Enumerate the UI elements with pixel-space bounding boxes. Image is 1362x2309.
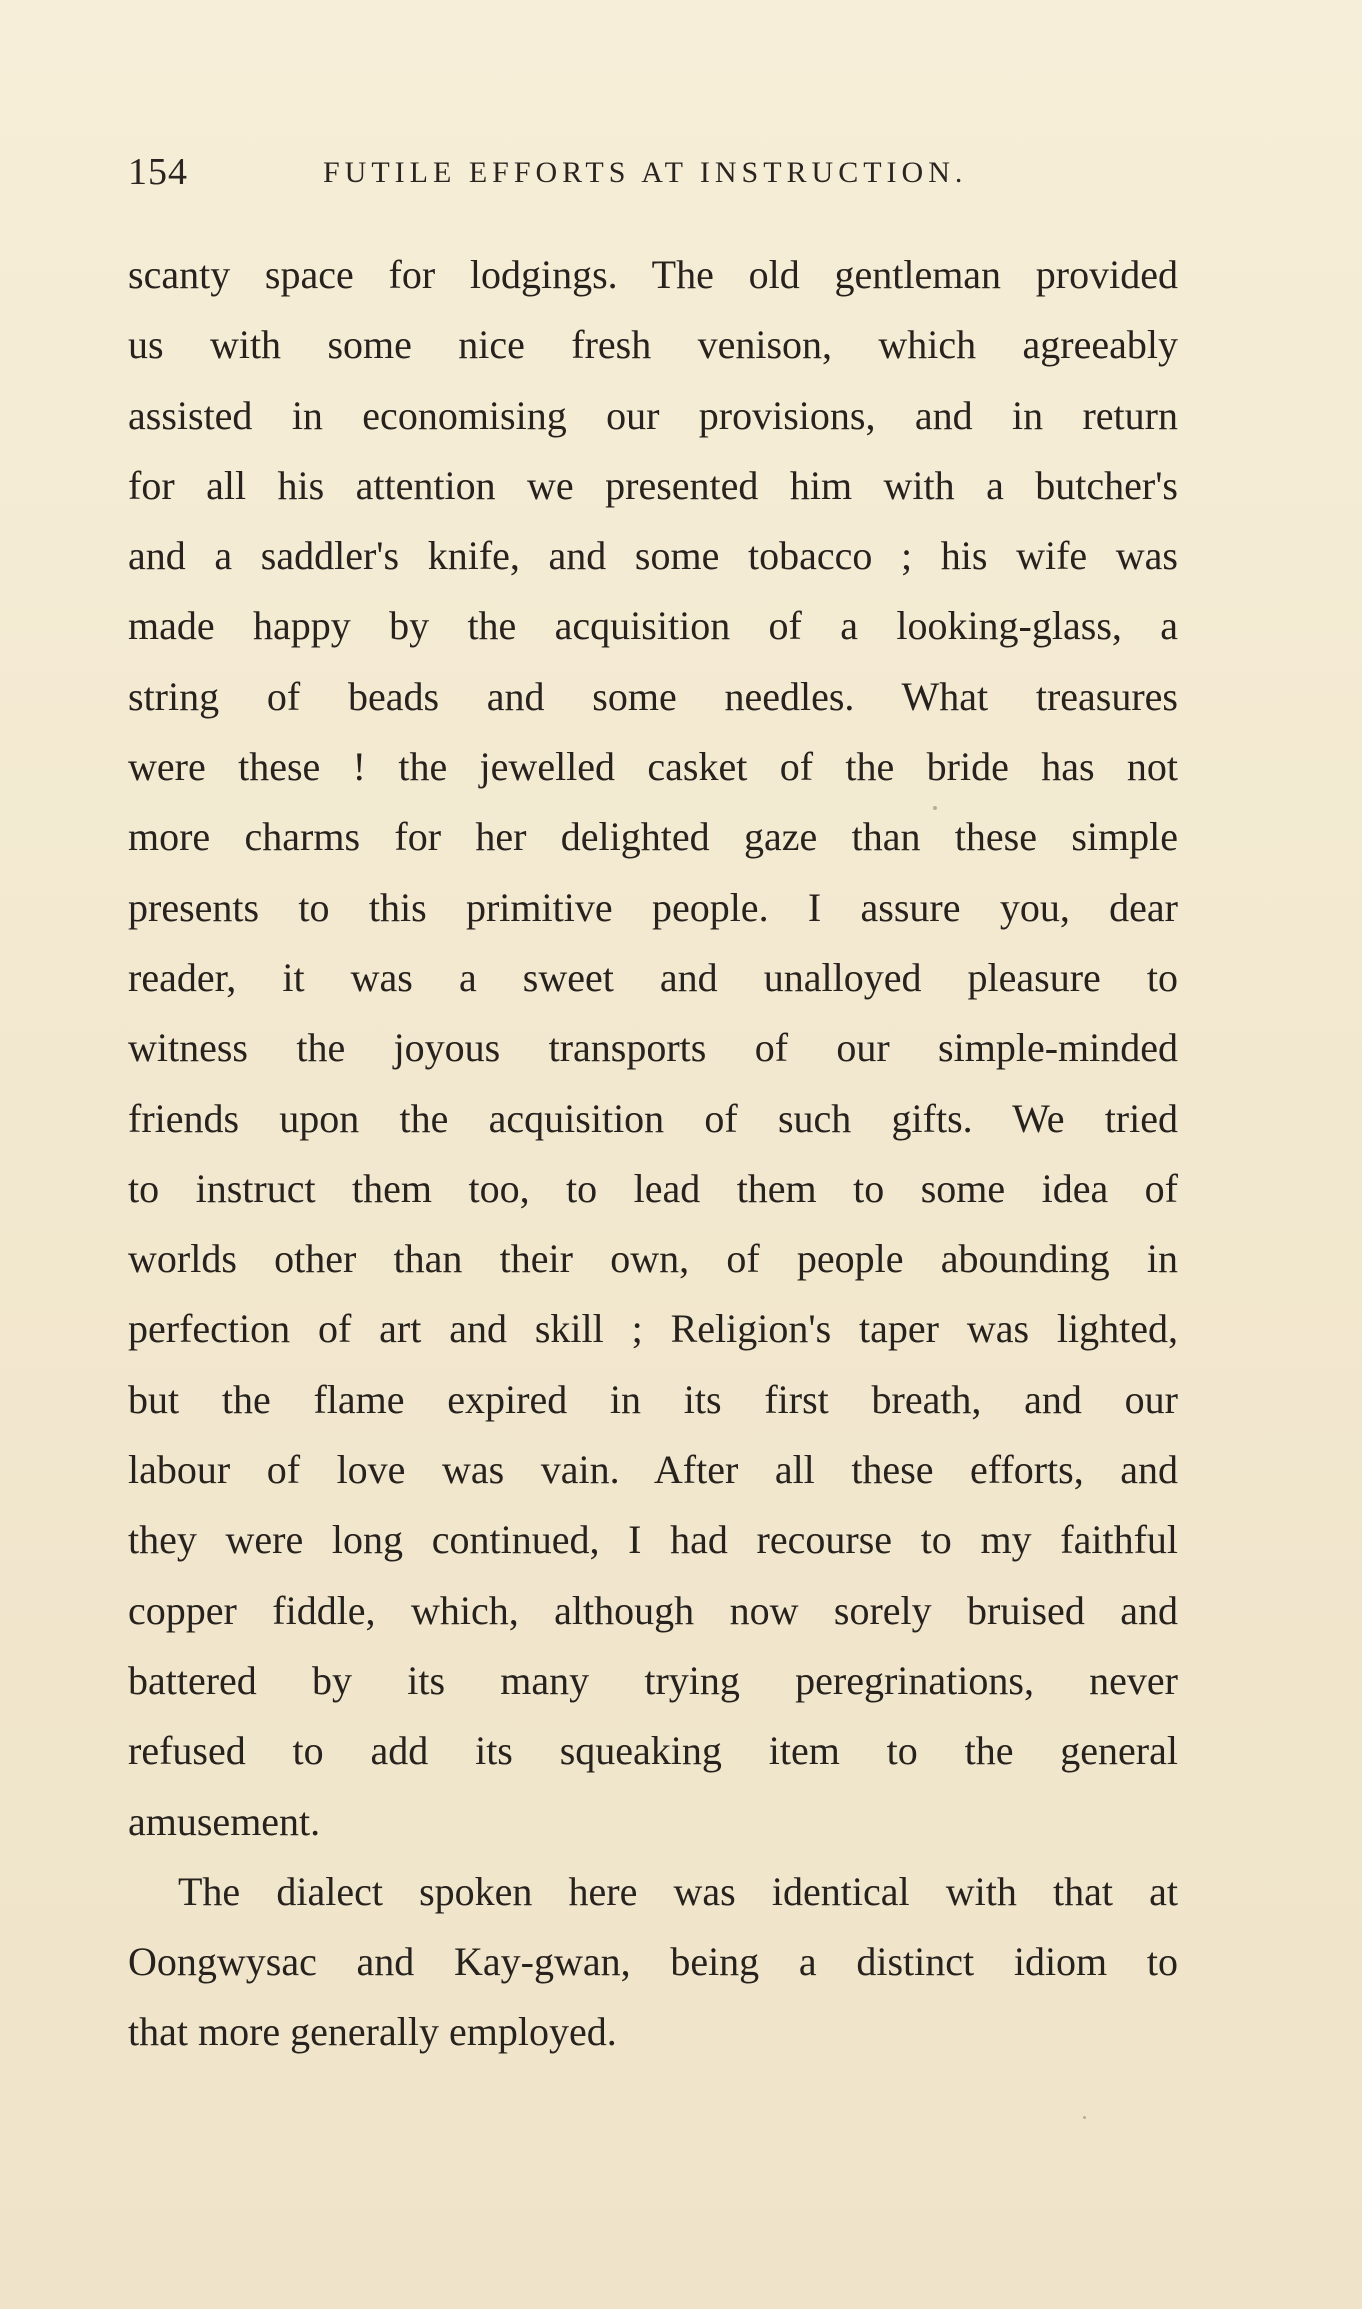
paper-speck [1083,2116,1086,2119]
text-line: perfection of art and skill ; Religion's taper was lighted, [128,1306,1178,1352]
paper-speck [933,806,937,810]
text-line: for all his attention we presented him with a butcher's [128,462,1178,508]
text-line: refused to add its squeaking item to the general [128,1728,1178,1774]
text-line: presents to this primitive people. I assure you, dear [128,884,1178,930]
text-line: amusement. [128,1798,321,1844]
body-text [128,240,1178,2068]
running-head: FUTILE EFFORTS AT INSTRUCTION. [323,156,968,189]
text-line: but the flame expired in its first breath, and our [128,1376,1178,1422]
text-line: assisted in economising our provisions, and in return [128,392,1178,438]
text-line: friends upon the acquisition of such gifts. We tried [128,1095,1178,1141]
text-line: made happy by the acquisition of a looking-glass, a [128,603,1178,649]
text-line: battered by its many trying peregrinations, never [128,1657,1178,1703]
text-line: and a saddler's knife, and some tobacco ; his wife was [128,533,1178,579]
page-number: 154 [128,151,188,193]
page-header [128,150,1178,198]
paragraph [128,240,1178,1857]
text-line: us with some nice fresh venison, which agreeably [128,322,1178,368]
text-line: labour of love was vain. After all these efforts, and [128,1447,1178,1493]
text-line: Oongwysac and Kay-gwan, being a distinct idiom to [128,1939,1178,1985]
text-line: to instruct them too, to lead them to some idea of [128,1165,1178,1211]
text-line: they were long continued, I had recourse to my faithful [128,1517,1178,1563]
text-line: string of beads and some needles. What treasures [128,673,1178,719]
text-line: more charms for her delighted gaze than these simple [128,814,1178,860]
text-line: witness the joyous transports of our simple-minded [128,1025,1178,1071]
paragraph [128,1857,1178,2068]
text-line: were these ! the jewelled casket of the bride has not [128,744,1178,790]
text-line: scanty space for lodgings. The old gentleman provided [128,252,1178,297]
text-line: reader, it was a sweet and unalloyed pleasure to [128,954,1178,1000]
text-line: worlds other than their own, of people abounding in [128,1236,1178,1282]
text-line: that more generally employed. [128,2009,617,2055]
text-line: copper fiddle, which, although now sorely bruised and [128,1587,1178,1633]
text-line: The dialect spoken here was identical with that at [178,1868,1178,1914]
